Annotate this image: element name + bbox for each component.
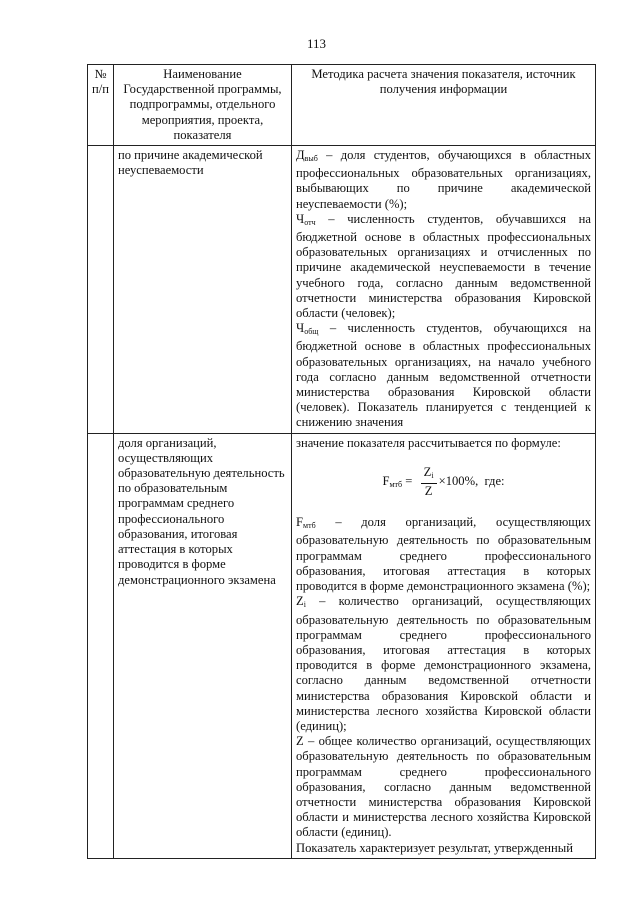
paragraph-text: – общее количество организаций, осуществляющих образовательную деятельность по образовательным программам среднего профессионального образования, согласно данным ведомственной отчетности министерства образования Кировской области и министерства лесного хозяйства Кировской области (единиц). — [296, 734, 591, 840]
page-number: 113 — [306, 36, 327, 51]
formula-equals: = — [402, 473, 416, 488]
row2-method — [292, 433, 596, 858]
paragraph-text: – численность студентов, обучавшихся на бюджетной основе в областных профессиональных образовательных организациях и отчисленных по причине академической неуспеваемости в течение учебного года, согласно данным ведомственной отчетности министерства образования Кировской области (человек); — [296, 211, 591, 321]
indicator-table — [87, 64, 596, 859]
numerator-subscript: i — [431, 470, 434, 480]
row2-number — [88, 433, 114, 858]
paragraph-text: – численность студентов, обучающихся на бюджетной основе в областных профессиональных образовательных организациях, на начало учебного года согласно данным ведомственной отчетности министерства образования Кировской области (человек). Показатель планируется с тенденцией к снижению значения — [296, 321, 591, 430]
formula-lhs-subscript: мтб — [389, 479, 403, 489]
numerator-symbol: Z — [423, 464, 432, 479]
paragraph-text: – доля организаций, осуществляющих образовательную деятельность по образовательным программам среднего профессионального образования, итоговая аттестация в которых проводится в форме демонстрационного экзамена (%); — [296, 515, 591, 594]
symbol: Z — [296, 594, 304, 609]
formula-intro: значение показателя рассчитывается по формуле: — [296, 435, 561, 450]
formula-fraction — [421, 465, 437, 499]
row1-para-3 — [296, 321, 591, 430]
symbol: Ч — [296, 211, 305, 226]
row1-para-2 — [296, 212, 591, 321]
row2-para-1 — [296, 515, 591, 594]
table-header-row — [88, 65, 596, 146]
symbol: Ч — [296, 321, 305, 336]
row1-para-1 — [296, 148, 591, 212]
row1-name: по причине академической неуспеваемости — [114, 146, 292, 434]
fraction-denominator: Z — [424, 484, 433, 499]
paragraph-text: – доля студентов, обучающихся в областных профессиональных образовательных организациях, выбывающих по причине академической неуспеваемости (%); — [296, 148, 591, 211]
row2-para-2 — [296, 594, 591, 734]
header-name: Наименование Государственной программы, подпрограммы, отдельного мероприятия, проекта, показателя — [114, 65, 292, 146]
paragraph-text: – количество организаций, осуществляющих образовательную деятельность по образовательным программам среднего профессионального образования, итоговая аттестация в которых проводится в форме демонстрационного экзамена, согласно данным ведомственной отчетности министерства образования Кировской области и министерства лесного хозяйства Кировской области (единиц); — [296, 594, 591, 733]
formula-lhs: F — [382, 473, 390, 488]
header-number: № п/п — [88, 65, 114, 146]
symbol-subscript: выб — [304, 154, 318, 164]
formula — [296, 465, 591, 499]
header-method: Методика расчета значения показателя, источник получения информации — [292, 65, 596, 146]
row1-number — [88, 146, 114, 434]
row1-method — [292, 146, 596, 434]
table-row — [88, 433, 596, 858]
row2-para-3 — [296, 734, 591, 840]
symbol: F — [296, 515, 304, 530]
symbol-subscript: отч — [304, 217, 316, 227]
row2-para-4: Показатель характеризует результат, утвержденный — [296, 840, 573, 855]
symbol-subscript: общ — [304, 327, 319, 337]
formula-tail: ×100%, где: — [438, 473, 505, 488]
symbol: Д — [296, 148, 305, 163]
symbol: Z — [296, 734, 304, 749]
row2-name: доля организаций, осуществляющих образовательную деятельность по образовательным программам среднего профессионального образования, итоговая аттестация в которых проводится в форме демонстрационного экзамена — [114, 433, 292, 858]
symbol-subscript: мтб — [303, 521, 316, 531]
symbol-subscript: i — [303, 600, 306, 610]
table-row — [88, 146, 596, 434]
fraction-numerator — [421, 465, 437, 484]
